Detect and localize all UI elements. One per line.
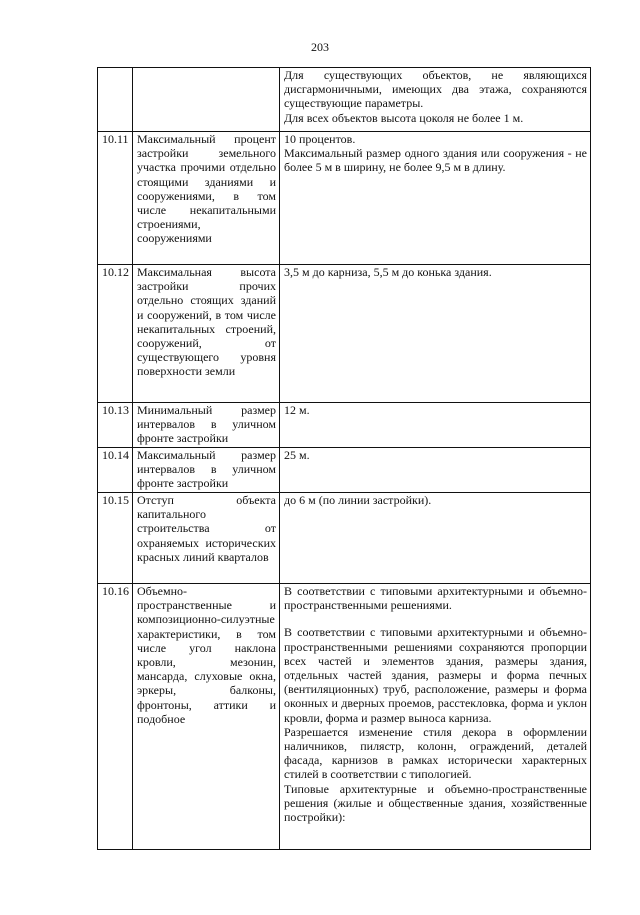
value-paragraph: 3,5 м до карниза, 5,5 м до конька здания. [284,265,492,279]
table-row [98,403,591,448]
parameter-value [280,265,591,403]
regulations-table [97,67,591,850]
row-number [98,68,133,132]
value-paragraph: В соответствии с типовыми архитектурными и объемно-пространственными решениями. [284,584,587,613]
parameter-value [280,448,591,493]
value-paragraph: Разрешается изменение стиля декора в оформлении наличников, пилястр, колонн, ограждений, деталей фасада, карнизов в рамках исторически характерных стилей в соответствии с типологией. [284,724,587,782]
value-paragraph: до 6 м (по линии застройки). [284,493,432,507]
value-paragraph: 12 м. [284,403,310,417]
value-paragraph: Максимальный размер одного здания или сооружения - не более 5 м в ширину, не более 9,5 м в длину. [284,146,587,175]
parameter-name: Отступ объекта капитального строительства от охраняемых исторических красных линий кварталов [133,493,280,584]
table-row [98,265,591,403]
value-paragraph: 25 м. [284,448,310,462]
parameter-value [280,584,591,850]
parameter-value [280,132,591,265]
table-row [98,68,591,132]
parameter-name: Минимальный размер интервалов в уличном фронте застройки [133,403,280,448]
row-number: 10.14 [98,448,133,493]
parameter-name: Максимальный размер интервалов в уличном фронте застройки [133,448,280,493]
row-number: 10.16 [98,584,133,850]
table-row [98,132,591,265]
value-paragraph: 10 процентов. [284,132,356,146]
parameter-value [280,493,591,584]
table-row [98,448,591,493]
parameter-value [280,68,591,132]
parameter-name: Объемно-пространственные и композиционно-силуэтные характеристики, в том числе угол наклона кровли, мезонин, мансарда, слуховые окна, эркеры, балконы, фронтоны, аттики и подобное [133,584,280,850]
row-number: 10.13 [98,403,133,448]
parameter-name [133,68,280,132]
value-paragraph: Типовые архитектурные и объемно-пространственные решения (жилые и общественные здания, хозяйственные постройки): [284,781,587,825]
value-paragraph-gap [284,612,587,625]
row-number: 10.12 [98,265,133,403]
value-paragraph: В соответствии с типовыми архитектурными и объемно-пространственными решениями сохраняются пропорции всех частей и элементов здания, размеры здания, отдельных частей здания, размеры и форма печных (вентиляционных) труб, расположение, размеры и форма оконных и дверных проемов, расстекловка, форма и уклон кровли, форма и размер выноса карниза. [284,625,587,725]
parameter-name: Максимальный процент застройки земельного участка прочими отдельно стоящими зданиями и сооружениями, в том числе некапитальными строениями, сооружениями [133,132,280,265]
value-paragraph: Для всех объектов высота цоколя не более 1 м. [284,110,524,125]
table-row [98,493,591,584]
parameter-name: Максимальная высота застройки прочих отдельно стоящих зданий и сооружений, в том числе некапитальных строений, сооружений, от существующего уровня поверхности земли [133,265,280,403]
page-number: 203 [311,40,329,54]
row-number: 10.11 [98,132,133,265]
parameter-value [280,403,591,448]
row-number: 10.15 [98,493,133,584]
table-row [98,584,591,850]
value-paragraph: Для существующих объектов, не являющихся дисгармоничными, имеющих два этажа, сохраняются существующие параметры. [284,68,587,111]
